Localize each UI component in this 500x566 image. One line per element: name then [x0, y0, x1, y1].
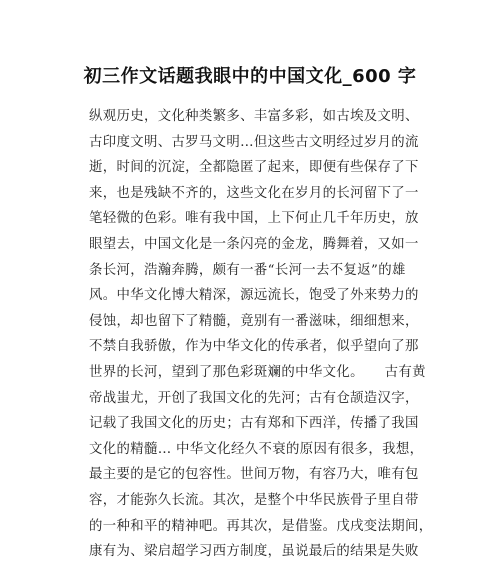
text-line: 记载了我国文化的历史；古有郑和下西洋，传播了我国: [89, 416, 419, 432]
text-line: 来，也是残缺不齐的，这些文化在岁月的长河留下了一: [89, 185, 419, 201]
text-line: 逝，时间的沉淀，全都隐匿了起来，即便有些保存了下: [89, 160, 419, 176]
text-line: 康有为、梁启超学习西方制度，虽说最后的结果是失败: [89, 544, 419, 560]
text-line: 条长河，浩瀚奔腾，颇有一番“长河一去不复返”的雄: [89, 262, 406, 278]
text-line: 古印度文明、古罗马文明…但这些古文明经过岁月的流: [89, 134, 419, 150]
text-line: 风。中华文化博大精深，源远流长，饱受了外来势力的: [89, 288, 419, 304]
text-line: 不禁自我骄傲，作为中华文化的传承者，似乎望向了那: [89, 339, 419, 355]
text-line: 纵观历史，文化种类繁多、丰富多彩，如古埃及文明、: [89, 109, 419, 124]
text-line: 最主要的是它的包容性。世间万物，有容乃大，唯有包: [89, 467, 419, 483]
text-line: 文化的精髓… 中华文化经久不衰的原因有很多，我想，: [89, 441, 424, 457]
text-line: 眼望去，中国文化是一条闪亮的金龙，腾舞着，又如一: [89, 236, 419, 252]
document-title: 初三作文话题我眼中的中国文化_600 字: [83, 66, 417, 87]
text-line: 笔轻微的色彩。唯有我中国，上下何止几千年历史，放: [89, 211, 419, 227]
text-line: 容，才能弥久长流。其次，是整个中华民族骨子里自带: [89, 492, 419, 508]
document-body: [89, 104, 433, 565]
text-line: 侵蚀，却也留下了精髓，竟别有一番滋味，细细想来，: [89, 313, 419, 329]
text-line: 帝战蚩尤，开创了我国文化的先河；古有仓颉造汉字，: [89, 390, 419, 406]
text-line: 世界的长河，望到了那色彩斑斓的中华文化。 古有黄: [89, 364, 426, 380]
text-line: 的一种和平的精神吧。再其次，是借鉴。戊戌变法期间，: [89, 518, 433, 534]
